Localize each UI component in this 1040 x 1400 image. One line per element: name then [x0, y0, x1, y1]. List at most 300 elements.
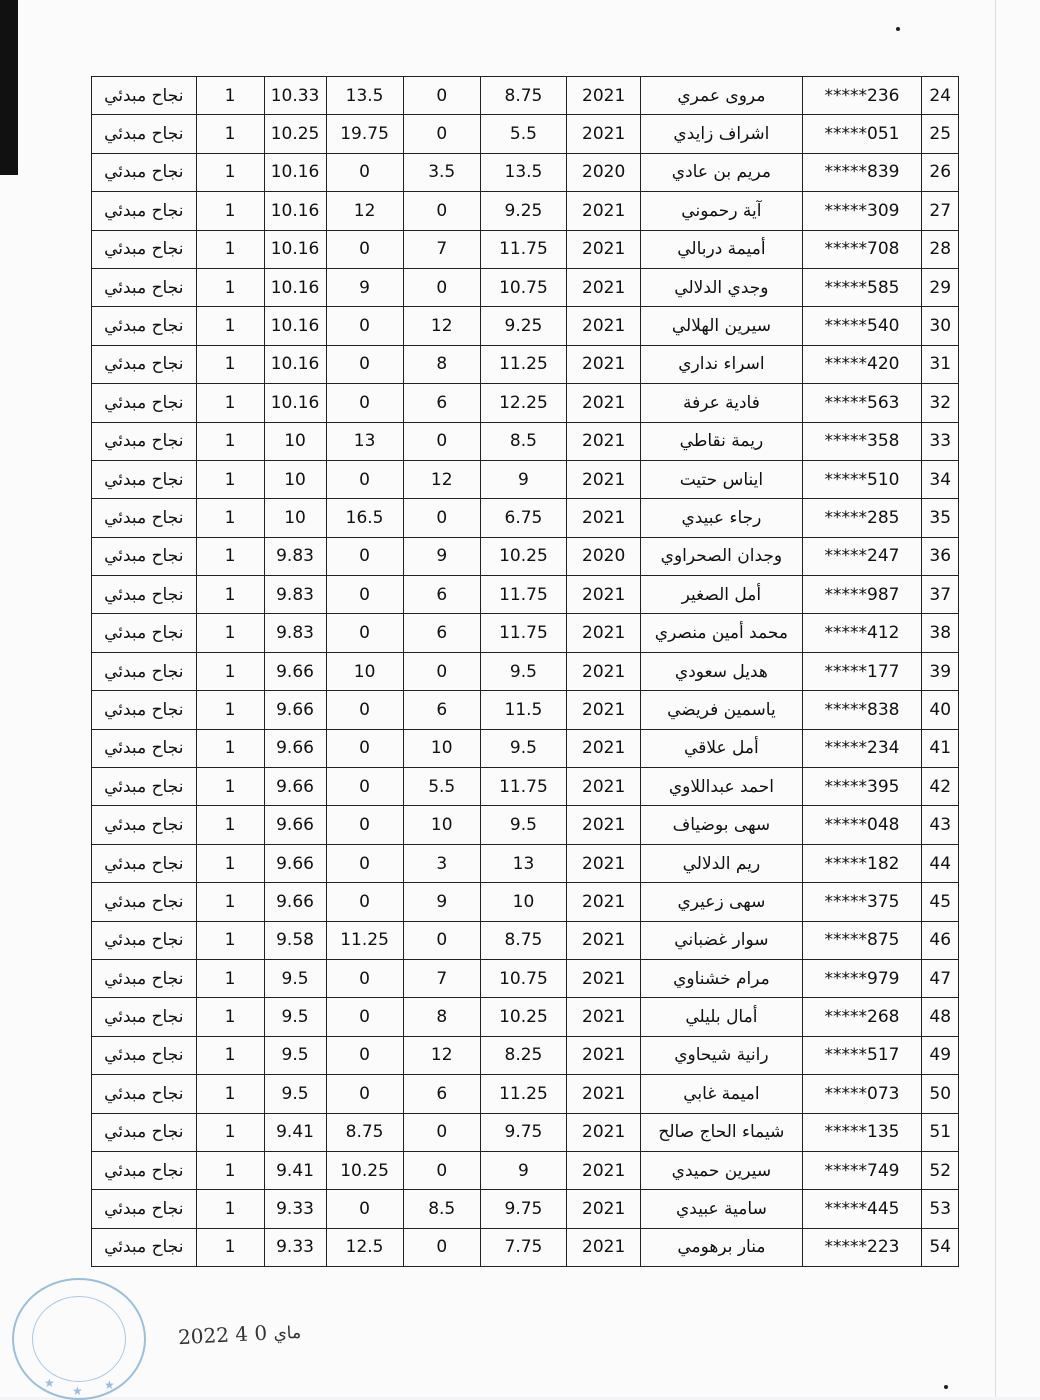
cell-average: 10	[264, 499, 326, 537]
cell-row-number: 32	[922, 384, 959, 422]
cell-row-number: 38	[922, 614, 959, 652]
cell-name: سهى زعيري	[641, 883, 802, 921]
table-row	[92, 959, 959, 997]
cell-result: نجاح مبدئي	[92, 537, 197, 575]
cell-name: سامية عبيدي	[641, 1190, 802, 1228]
cell-score-1: 13	[326, 422, 403, 460]
cell-row-number: 42	[922, 768, 959, 806]
cell-row-number: 45	[922, 883, 959, 921]
cell-year: 2021	[567, 652, 641, 690]
cell-score-1: 0	[326, 959, 403, 997]
scan-speck	[944, 1385, 948, 1389]
cell-year: 2021	[567, 614, 641, 652]
cell-score-3: 6.75	[480, 499, 566, 537]
cell-result: نجاح مبدئي	[92, 307, 197, 345]
cell-average: 10.16	[264, 153, 326, 191]
cell-average: 9.33	[264, 1190, 326, 1228]
cell-student-id: *****987	[802, 576, 922, 614]
cell-score-3: 12.25	[480, 384, 566, 422]
binder-edge	[0, 0, 18, 175]
cell-score-3: 10.25	[480, 998, 566, 1036]
cell-name: اميمة غابي	[641, 1075, 802, 1113]
cell-credit: 1	[196, 1113, 264, 1151]
cell-average: 10.16	[264, 268, 326, 306]
cell-credit: 1	[196, 153, 264, 191]
cell-score-2: 12	[403, 460, 480, 498]
cell-credit: 1	[196, 844, 264, 882]
cell-result: نجاح مبدئي	[92, 460, 197, 498]
cell-name: آية رحموني	[641, 192, 802, 230]
cell-average: 9.41	[264, 1151, 326, 1189]
cell-credit: 1	[196, 192, 264, 230]
cell-year: 2021	[567, 77, 641, 115]
cell-credit: 1	[196, 1075, 264, 1113]
cell-name: مريم بن عادي	[641, 153, 802, 191]
cell-name: فادية عرفة	[641, 384, 802, 422]
cell-score-2: 0	[403, 115, 480, 153]
cell-average: 9.5	[264, 959, 326, 997]
cell-score-3: 9	[480, 460, 566, 498]
cell-row-number: 28	[922, 230, 959, 268]
cell-result: نجاح مبدئي	[92, 652, 197, 690]
cell-student-id: *****839	[802, 153, 922, 191]
cell-name: سهى بوضياف	[641, 806, 802, 844]
cell-score-2: 0	[403, 921, 480, 959]
cell-row-number: 43	[922, 806, 959, 844]
cell-result: نجاح مبدئي	[92, 1228, 197, 1266]
cell-name: محمد أمين منصري	[641, 614, 802, 652]
university-stamp	[12, 1278, 146, 1400]
table-row	[92, 844, 959, 882]
cell-score-3: 11.25	[480, 1075, 566, 1113]
cell-year: 2021	[567, 268, 641, 306]
cell-row-number: 47	[922, 959, 959, 997]
cell-student-id: *****234	[802, 729, 922, 767]
table-row	[92, 307, 959, 345]
cell-year: 2021	[567, 499, 641, 537]
cell-score-2: 8.5	[403, 1190, 480, 1228]
table-row	[92, 1036, 959, 1074]
cell-row-number: 24	[922, 77, 959, 115]
cell-student-id: *****749	[802, 1151, 922, 1189]
cell-result: نجاح مبدئي	[92, 883, 197, 921]
cell-result: نجاح مبدئي	[92, 192, 197, 230]
cell-name: هديل سعودي	[641, 652, 802, 690]
cell-average: 10.16	[264, 230, 326, 268]
cell-result: نجاح مبدئي	[92, 729, 197, 767]
cell-score-1: 0	[326, 691, 403, 729]
cell-average: 9.83	[264, 537, 326, 575]
results-table-body	[92, 77, 959, 1267]
cell-average: 9.33	[264, 1228, 326, 1266]
cell-score-2: 6	[403, 691, 480, 729]
cell-average: 9.66	[264, 883, 326, 921]
cell-row-number: 46	[922, 921, 959, 959]
cell-score-3: 8.75	[480, 921, 566, 959]
cell-score-2: 0	[403, 77, 480, 115]
cell-name: سيرين حميدي	[641, 1151, 802, 1189]
cell-score-3: 9.5	[480, 806, 566, 844]
cell-score-1: 0	[326, 768, 403, 806]
cell-row-number: 27	[922, 192, 959, 230]
cell-student-id: *****177	[802, 652, 922, 690]
cell-student-id: *****358	[802, 422, 922, 460]
cell-row-number: 33	[922, 422, 959, 460]
cell-credit: 1	[196, 115, 264, 153]
cell-year: 2021	[567, 921, 641, 959]
cell-result: نجاح مبدئي	[92, 422, 197, 460]
cell-year: 2021	[567, 806, 641, 844]
cell-result: نجاح مبدئي	[92, 345, 197, 383]
results-table	[91, 76, 959, 1267]
cell-name: أمل علاقي	[641, 729, 802, 767]
cell-score-1: 0	[326, 576, 403, 614]
cell-student-id: *****585	[802, 268, 922, 306]
cell-average: 9.83	[264, 614, 326, 652]
table-row	[92, 1228, 959, 1266]
table-row	[92, 1075, 959, 1113]
cell-student-id: *****247	[802, 537, 922, 575]
cell-credit: 1	[196, 422, 264, 460]
cell-average: 9.5	[264, 998, 326, 1036]
cell-score-1: 19.75	[326, 115, 403, 153]
cell-average: 9.66	[264, 768, 326, 806]
cell-score-3: 10.75	[480, 959, 566, 997]
cell-credit: 1	[196, 268, 264, 306]
table-row	[92, 768, 959, 806]
table-row	[92, 537, 959, 575]
cell-score-3: 7.75	[480, 1228, 566, 1266]
cell-credit: 1	[196, 1190, 264, 1228]
stamp-star-icon: ★	[44, 1376, 55, 1390]
table-row	[92, 115, 959, 153]
cell-year: 2021	[567, 1190, 641, 1228]
cell-name: أمل الصغير	[641, 576, 802, 614]
cell-average: 9.5	[264, 1075, 326, 1113]
cell-score-2: 0	[403, 192, 480, 230]
table-row	[92, 422, 959, 460]
cell-name: أميمة دربالي	[641, 230, 802, 268]
cell-score-1: 8.75	[326, 1113, 403, 1151]
cell-row-number: 36	[922, 537, 959, 575]
cell-score-2: 3	[403, 844, 480, 882]
cell-student-id: *****051	[802, 115, 922, 153]
cell-average: 10	[264, 422, 326, 460]
cell-score-2: 7	[403, 230, 480, 268]
cell-credit: 1	[196, 384, 264, 422]
cell-score-2: 0	[403, 1113, 480, 1151]
cell-name: ياسمين فريضي	[641, 691, 802, 729]
cell-name: سوار غضباني	[641, 921, 802, 959]
cell-result: نجاح مبدئي	[92, 1036, 197, 1074]
table-row	[92, 153, 959, 191]
cell-credit: 1	[196, 768, 264, 806]
date-month: ماي	[272, 1322, 302, 1345]
cell-student-id: *****979	[802, 959, 922, 997]
cell-average: 9.41	[264, 1113, 326, 1151]
cell-row-number: 37	[922, 576, 959, 614]
cell-credit: 1	[196, 729, 264, 767]
cell-score-2: 0	[403, 652, 480, 690]
cell-score-2: 0	[403, 1151, 480, 1189]
cell-score-1: 0	[326, 460, 403, 498]
cell-score-1: 0	[326, 230, 403, 268]
cell-score-2: 9	[403, 537, 480, 575]
cell-score-1: 0	[326, 1075, 403, 1113]
cell-score-3: 10.25	[480, 537, 566, 575]
table-row	[92, 268, 959, 306]
cell-score-1: 12	[326, 192, 403, 230]
cell-score-1: 9	[326, 268, 403, 306]
cell-score-1: 0	[326, 729, 403, 767]
cell-row-number: 48	[922, 998, 959, 1036]
cell-row-number: 26	[922, 153, 959, 191]
cell-row-number: 53	[922, 1190, 959, 1228]
cell-result: نجاح مبدئي	[92, 768, 197, 806]
table-row	[92, 691, 959, 729]
cell-name: منار برهومي	[641, 1228, 802, 1266]
cell-credit: 1	[196, 691, 264, 729]
cell-credit: 1	[196, 652, 264, 690]
cell-name: أمال بليلي	[641, 998, 802, 1036]
cell-student-id: *****708	[802, 230, 922, 268]
cell-student-id: *****445	[802, 1190, 922, 1228]
cell-name: اشراف زايدي	[641, 115, 802, 153]
cell-result: نجاح مبدئي	[92, 691, 197, 729]
cell-year: 2021	[567, 959, 641, 997]
cell-student-id: *****412	[802, 614, 922, 652]
cell-student-id: *****420	[802, 345, 922, 383]
cell-student-id: *****236	[802, 77, 922, 115]
table-row	[92, 1190, 959, 1228]
cell-year: 2021	[567, 1036, 641, 1074]
cell-credit: 1	[196, 537, 264, 575]
cell-score-3: 5.5	[480, 115, 566, 153]
date-day: 0 4	[234, 1320, 268, 1347]
cell-row-number: 25	[922, 115, 959, 153]
cell-average: 10.16	[264, 345, 326, 383]
cell-score-3: 8.75	[480, 77, 566, 115]
cell-year: 2021	[567, 1151, 641, 1189]
cell-score-1: 16.5	[326, 499, 403, 537]
table-row	[92, 460, 959, 498]
cell-row-number: 40	[922, 691, 959, 729]
cell-score-1: 0	[326, 537, 403, 575]
cell-year: 2021	[567, 230, 641, 268]
cell-score-2: 0	[403, 268, 480, 306]
cell-score-2: 7	[403, 959, 480, 997]
cell-score-1: 0	[326, 614, 403, 652]
cell-result: نجاح مبدئي	[92, 1190, 197, 1228]
cell-result: نجاح مبدئي	[92, 614, 197, 652]
cell-student-id: *****309	[802, 192, 922, 230]
cell-average: 10.25	[264, 115, 326, 153]
cell-student-id: *****375	[802, 883, 922, 921]
cell-year: 2021	[567, 115, 641, 153]
cell-average: 10.33	[264, 77, 326, 115]
page-edge	[995, 0, 996, 1397]
cell-average: 10.16	[264, 307, 326, 345]
cell-student-id: *****268	[802, 998, 922, 1036]
stamp-inner-ring	[32, 1296, 126, 1382]
cell-year: 2021	[567, 1075, 641, 1113]
cell-score-1: 10.25	[326, 1151, 403, 1189]
cell-result: نجاح مبدئي	[92, 959, 197, 997]
cell-score-2: 10	[403, 806, 480, 844]
cell-row-number: 51	[922, 1113, 959, 1151]
cell-result: نجاح مبدئي	[92, 844, 197, 882]
cell-score-2: 10	[403, 729, 480, 767]
table-row	[92, 729, 959, 767]
table-row	[92, 806, 959, 844]
cell-credit: 1	[196, 576, 264, 614]
table-row	[92, 576, 959, 614]
table-row	[92, 998, 959, 1036]
cell-year: 2021	[567, 384, 641, 422]
cell-row-number: 44	[922, 844, 959, 882]
cell-credit: 1	[196, 921, 264, 959]
cell-row-number: 54	[922, 1228, 959, 1266]
cell-student-id: *****135	[802, 1113, 922, 1151]
cell-score-2: 8	[403, 345, 480, 383]
cell-score-3: 9.75	[480, 1113, 566, 1151]
table-row	[92, 230, 959, 268]
cell-average: 10.16	[264, 384, 326, 422]
cell-credit: 1	[196, 998, 264, 1036]
cell-year: 2021	[567, 576, 641, 614]
table-row	[92, 652, 959, 690]
cell-result: نجاح مبدئي	[92, 576, 197, 614]
cell-row-number: 39	[922, 652, 959, 690]
cell-score-2: 0	[403, 1228, 480, 1266]
cell-score-1: 0	[326, 844, 403, 882]
cell-student-id: *****395	[802, 768, 922, 806]
cell-result: نجاح مبدئي	[92, 268, 197, 306]
table-row	[92, 499, 959, 537]
cell-year: 2021	[567, 1228, 641, 1266]
cell-score-1: 13.5	[326, 77, 403, 115]
cell-student-id: *****048	[802, 806, 922, 844]
cell-name: رجاء عبيدي	[641, 499, 802, 537]
cell-score-3: 10.75	[480, 268, 566, 306]
cell-year: 2021	[567, 192, 641, 230]
cell-row-number: 34	[922, 460, 959, 498]
cell-credit: 1	[196, 614, 264, 652]
table-row	[92, 192, 959, 230]
table-row	[92, 921, 959, 959]
table-row	[92, 77, 959, 115]
cell-score-1: 0	[326, 806, 403, 844]
cell-credit: 1	[196, 1151, 264, 1189]
cell-result: نجاح مبدئي	[92, 806, 197, 844]
table-row	[92, 883, 959, 921]
scan-speck	[896, 27, 900, 31]
cell-row-number: 29	[922, 268, 959, 306]
cell-score-1: 0	[326, 883, 403, 921]
cell-student-id: *****563	[802, 384, 922, 422]
cell-score-3: 8.5	[480, 422, 566, 460]
cell-row-number: 52	[922, 1151, 959, 1189]
cell-score-2: 6	[403, 614, 480, 652]
table-row	[92, 345, 959, 383]
cell-result: نجاح مبدئي	[92, 998, 197, 1036]
cell-name: مرام خشناوي	[641, 959, 802, 997]
cell-credit: 1	[196, 460, 264, 498]
cell-score-1: 0	[326, 998, 403, 1036]
cell-score-1: 0	[326, 384, 403, 422]
cell-credit: 1	[196, 806, 264, 844]
cell-score-3: 11.5	[480, 691, 566, 729]
table-row	[92, 1151, 959, 1189]
cell-year: 2021	[567, 844, 641, 882]
date-year: 2022	[177, 1322, 230, 1350]
cell-credit: 1	[196, 1036, 264, 1074]
cell-score-1: 0	[326, 1190, 403, 1228]
cell-score-3: 9.25	[480, 307, 566, 345]
cell-year: 2021	[567, 1113, 641, 1151]
cell-student-id: *****517	[802, 1036, 922, 1074]
cell-score-1: 0	[326, 345, 403, 383]
cell-student-id: *****073	[802, 1075, 922, 1113]
cell-credit: 1	[196, 230, 264, 268]
cell-name: رانية شيحاوي	[641, 1036, 802, 1074]
cell-credit: 1	[196, 77, 264, 115]
cell-result: نجاح مبدئي	[92, 921, 197, 959]
cell-score-1: 0	[326, 153, 403, 191]
cell-score-2: 6	[403, 1075, 480, 1113]
cell-row-number: 41	[922, 729, 959, 767]
cell-student-id: *****875	[802, 921, 922, 959]
cell-result: نجاح مبدئي	[92, 230, 197, 268]
cell-year: 2020	[567, 153, 641, 191]
cell-average: 9.66	[264, 729, 326, 767]
cell-credit: 1	[196, 1228, 264, 1266]
cell-student-id: *****540	[802, 307, 922, 345]
table-row	[92, 384, 959, 422]
cell-average: 9.58	[264, 921, 326, 959]
cell-score-3: 9.5	[480, 652, 566, 690]
table-row	[92, 614, 959, 652]
cell-average: 9.66	[264, 652, 326, 690]
cell-score-1: 11.25	[326, 921, 403, 959]
cell-credit: 1	[196, 345, 264, 383]
cell-score-2: 5.5	[403, 768, 480, 806]
cell-score-2: 3.5	[403, 153, 480, 191]
cell-score-2: 12	[403, 307, 480, 345]
cell-name: وجدان الصحراوي	[641, 537, 802, 575]
cell-credit: 1	[196, 307, 264, 345]
cell-name: سيرين الهلالي	[641, 307, 802, 345]
cell-score-1: 0	[326, 307, 403, 345]
cell-score-2: 12	[403, 1036, 480, 1074]
cell-student-id: *****182	[802, 844, 922, 882]
cell-score-3: 9	[480, 1151, 566, 1189]
cell-result: نجاح مبدئي	[92, 77, 197, 115]
cell-row-number: 49	[922, 1036, 959, 1074]
cell-year: 2021	[567, 422, 641, 460]
cell-student-id: *****223	[802, 1228, 922, 1266]
cell-student-id: *****285	[802, 499, 922, 537]
cell-year: 2021	[567, 460, 641, 498]
cell-average: 9.66	[264, 844, 326, 882]
cell-result: نجاح مبدئي	[92, 499, 197, 537]
cell-row-number: 50	[922, 1075, 959, 1113]
cell-score-3: 13.5	[480, 153, 566, 191]
cell-score-3: 9.75	[480, 1190, 566, 1228]
cell-year: 2021	[567, 768, 641, 806]
cell-name: احمد عبداللاوي	[641, 768, 802, 806]
cell-student-id: *****838	[802, 691, 922, 729]
